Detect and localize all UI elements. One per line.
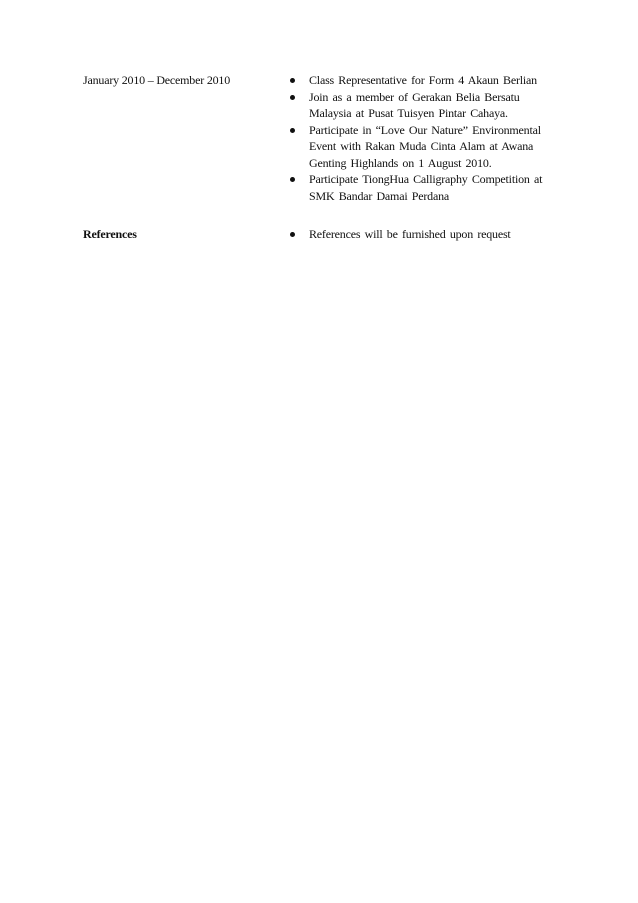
- list-item-text: Participate in “Love Our Nature” Environmental Event with Rakan Muda Cinta Alam at Awana Genting Highlands on 1 August 2010.: [309, 122, 541, 170]
- list-item-text: Join as a member of Gerakan Belia Bersatu Malaysia at Pusat Tuisyen Pintar Cahaya.: [309, 89, 520, 120]
- list-item-text: Class Representative for Form 4 Akaun Berlian: [309, 73, 537, 87]
- bullet-icon: [290, 95, 295, 100]
- bullet-icon: [290, 177, 295, 182]
- list-item: [285, 72, 555, 89]
- references-list: [285, 226, 555, 243]
- list-item: [285, 226, 555, 243]
- bullet-icon: [290, 232, 295, 237]
- activities-details: [285, 72, 555, 204]
- references-details: [285, 226, 555, 243]
- list-item: [285, 171, 555, 204]
- bullet-icon: [290, 78, 295, 83]
- activities-list: [285, 72, 555, 204]
- list-item-text: Participate TiongHua Calligraphy Competition at SMK Bandar Damai Perdana: [309, 172, 543, 203]
- references-heading: References: [83, 227, 137, 241]
- activities-period: January 2010 – December 2010: [83, 73, 231, 87]
- list-item: [285, 89, 555, 122]
- list-item-text: References will be furnished upon request: [309, 227, 511, 241]
- bullet-icon: [290, 128, 295, 133]
- list-item: [285, 122, 555, 172]
